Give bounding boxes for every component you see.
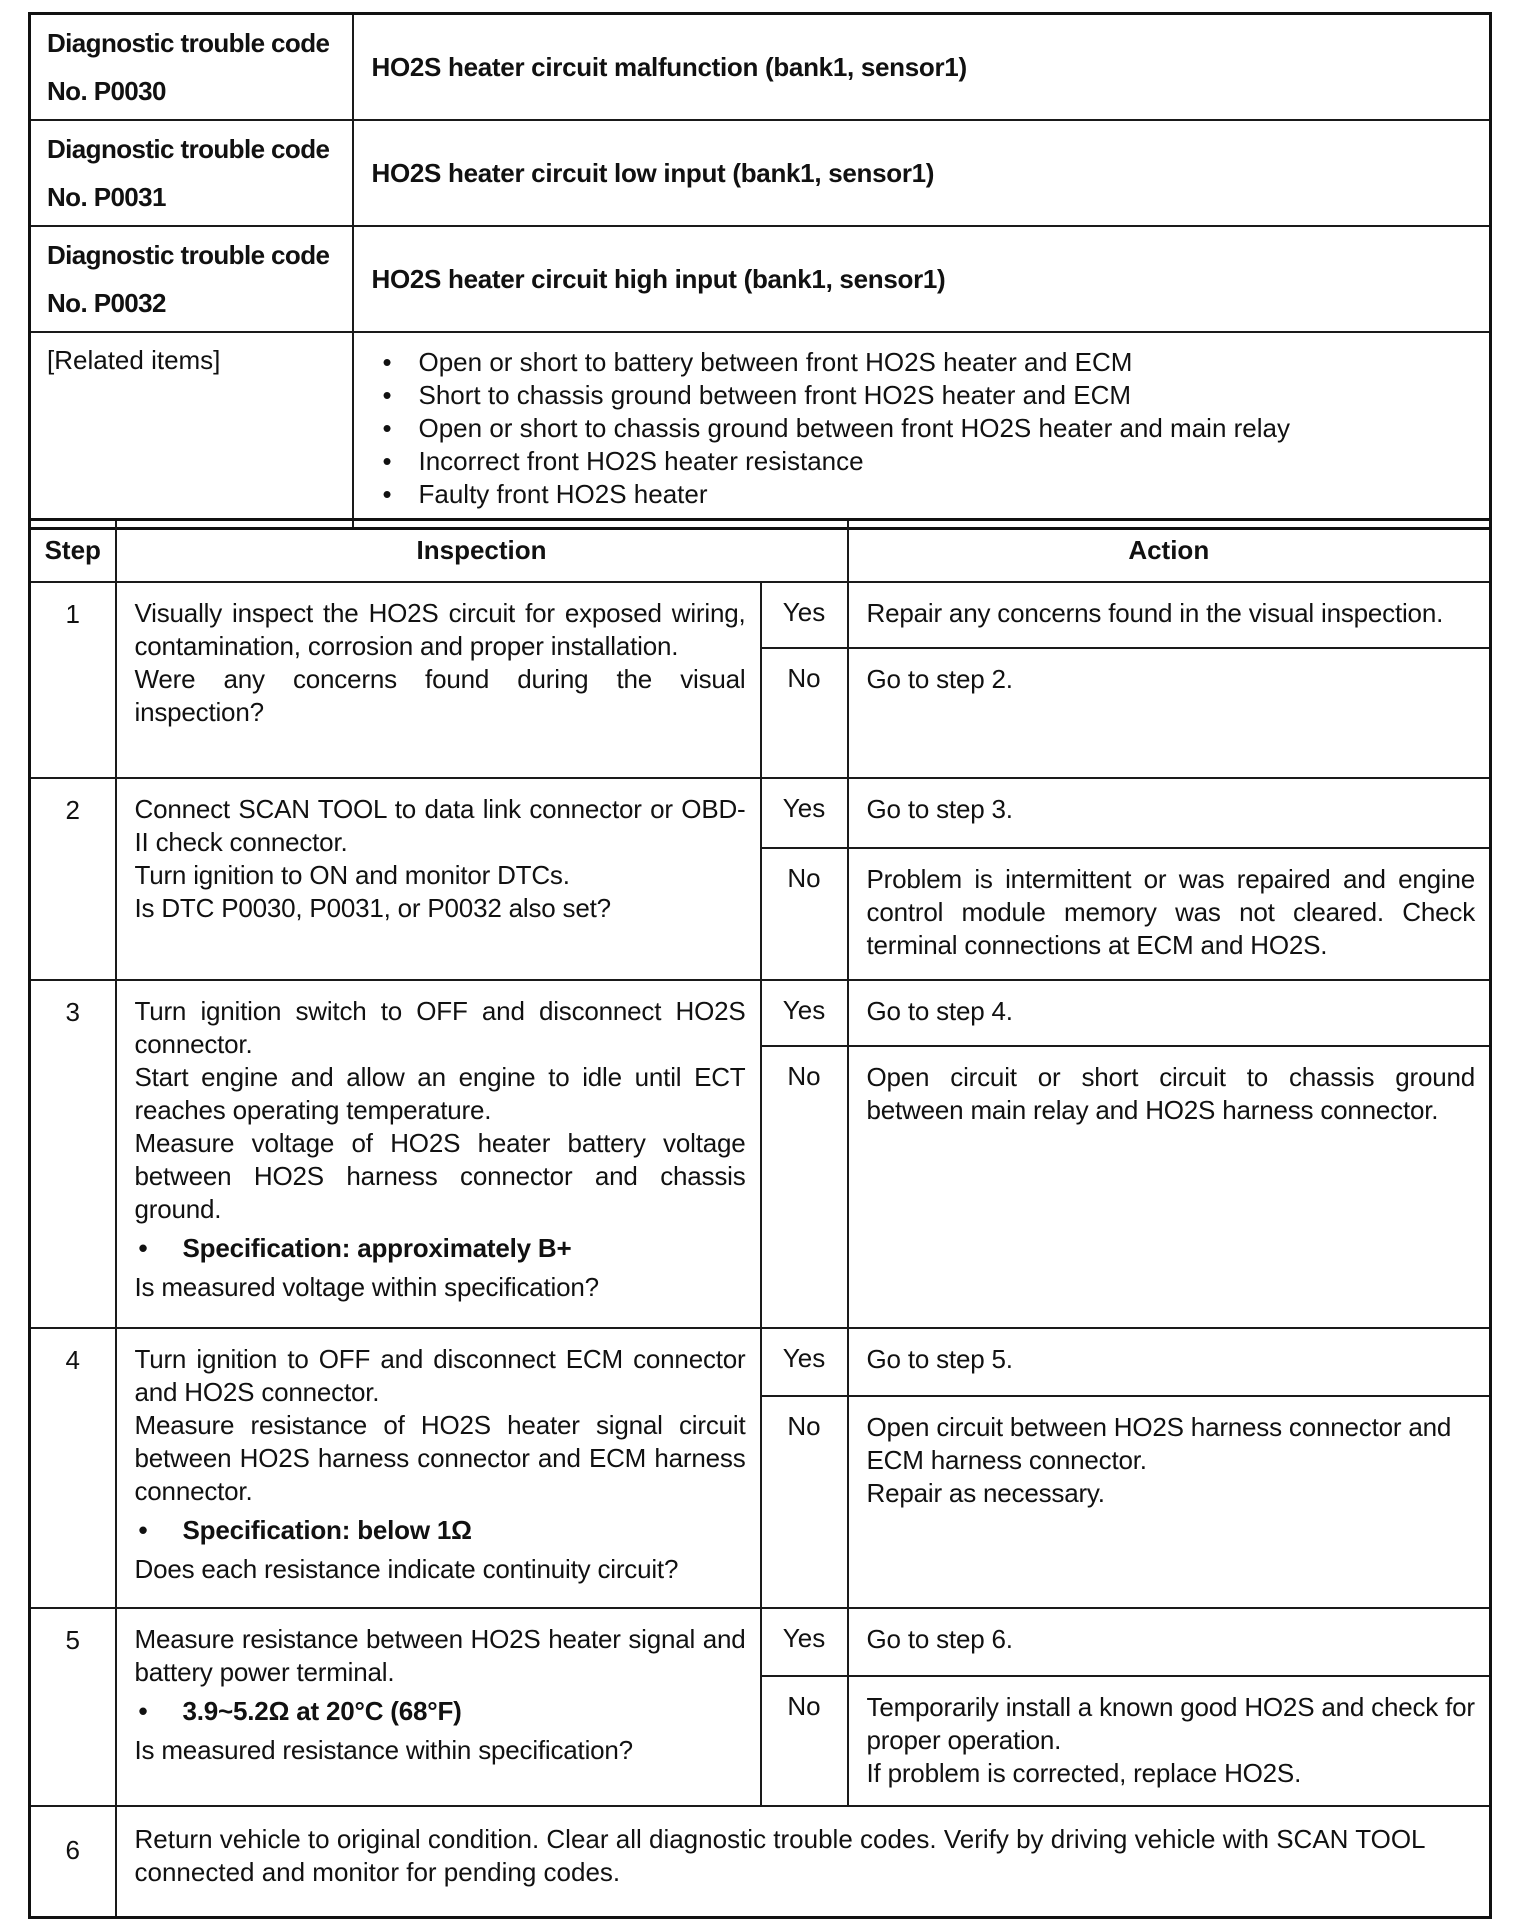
no-label: No (761, 1046, 848, 1328)
step-row (30, 582, 1491, 648)
dtc-title: HO2S heater circuit malfunction (bank1, sensor1) (353, 14, 1491, 121)
step-inspection: Connect SCAN TOOL to data link connector or OBD-II check connector. Turn ignition to ON and monitor DTCs. Is DTC P0030, P0031, or P0032 also set? (116, 778, 761, 980)
step-number: 4 (30, 1328, 116, 1608)
yes-label: Yes (761, 582, 848, 648)
dtc-label: Diagnostic trouble code No. P0032 (30, 226, 353, 332)
step-row (30, 980, 1491, 1046)
yes-label: Yes (761, 1608, 848, 1676)
yes-action: Go to step 5. (848, 1328, 1491, 1396)
step-row (30, 778, 1491, 848)
step-inspection: Turn ignition switch to OFF and disconnect HO2S connector. Start engine and allow an engine to idle until ECT reaches operating temperature. Measure voltage of HO2S heater battery voltage between HO2S harness connector and chassis ground. • Specification: approximately B+ Is measured voltage within specification? (116, 980, 761, 1328)
header-action: Action (848, 520, 1491, 582)
step-number: 5 (30, 1608, 116, 1806)
step-inspection: Measure resistance between HO2S heater signal and battery power terminal. • 3.9~5.2Ω at 20°C (68°F) Is measured resistance within specification? (116, 1608, 761, 1806)
header-step: Step (30, 520, 116, 582)
yes-action: Go to step 3. (848, 778, 1491, 848)
no-action: Open circuit or short circuit to chassis ground between main relay and HO2S harness connector. (848, 1046, 1491, 1328)
dtc-table (28, 12, 1492, 530)
no-label: No (761, 1396, 848, 1608)
no-action: Open circuit between HO2S harness connector and ECM harness connector. Repair as necessary. (848, 1396, 1491, 1608)
no-action: Problem is intermittent or was repaired and engine control module memory was not cleared. Check terminal connections at ECM and HO2S. (848, 848, 1491, 980)
yes-label: Yes (761, 1328, 848, 1396)
no-label: No (761, 848, 848, 980)
no-label: No (761, 1676, 848, 1806)
step-row (30, 1806, 1491, 1918)
step-row (30, 1328, 1491, 1396)
dtc-row (30, 14, 1491, 121)
related-row (30, 332, 1491, 528)
yes-action: Go to step 4. (848, 980, 1491, 1046)
step-number: 6 (30, 1806, 116, 1918)
step-inspection: Visually inspect the HO2S circuit for exposed wiring, contamination, corrosion and proper installation. Were any concerns found during the visual inspection? (116, 582, 761, 778)
header-row (30, 520, 1491, 582)
dtc-row (30, 226, 1491, 332)
dtc-row (30, 120, 1491, 226)
specification: • Specification: below 1Ω (135, 1514, 746, 1547)
yes-action: Go to step 6. (848, 1608, 1491, 1676)
step-inspection: Turn ignition to OFF and disconnect ECM connector and HO2S connector. Measure resistance of HO2S heater signal circuit between HO2S harness connector and ECM harness connector. • Specification: below 1Ω Does each resistance indicate continuity circuit? (116, 1328, 761, 1608)
related-item: • Faulty front HO2S heater (379, 478, 1489, 511)
step-number: 3 (30, 980, 116, 1328)
no-action: Temporarily install a known good HO2S and check for proper operation. If problem is corrected, replace HO2S. (848, 1676, 1491, 1806)
no-label: No (761, 648, 848, 778)
related-item: • Incorrect front HO2S heater resistance (379, 445, 1489, 478)
related-item: • Short to chassis ground between front HO2S heater and ECM (379, 379, 1489, 412)
dtc-label: Diagnostic trouble code No. P0030 (30, 14, 353, 121)
yes-label: Yes (761, 778, 848, 848)
related-list (355, 334, 1489, 511)
yes-label: Yes (761, 980, 848, 1046)
related-item: • Open or short to battery between front HO2S heater and ECM (379, 346, 1489, 379)
step-final-text: Return vehicle to original condition. Clear all diagnostic trouble codes. Verify by driving vehicle with SCAN TOOL connected and monitor for pending codes. (116, 1806, 1491, 1918)
related-items (353, 332, 1491, 528)
header-inspection: Inspection (116, 520, 848, 582)
step-table (28, 518, 1492, 1919)
dtc-label: Diagnostic trouble code No. P0031 (30, 120, 353, 226)
related-item: • Open or short to chassis ground between front HO2S heater and main relay (379, 412, 1489, 445)
specification: • Specification: approximately B+ (135, 1232, 746, 1265)
no-action: Go to step 2. (848, 648, 1491, 778)
step-number: 2 (30, 778, 116, 980)
step-number: 1 (30, 582, 116, 778)
dtc-title: HO2S heater circuit low input (bank1, sensor1) (353, 120, 1491, 226)
yes-action: Repair any concerns found in the visual inspection. (848, 582, 1491, 648)
related-label: [Related items] (30, 332, 353, 528)
specification: • 3.9~5.2Ω at 20°C (68°F) (135, 1695, 746, 1728)
step-row (30, 1608, 1491, 1676)
dtc-title: HO2S heater circuit high input (bank1, sensor1) (353, 226, 1491, 332)
